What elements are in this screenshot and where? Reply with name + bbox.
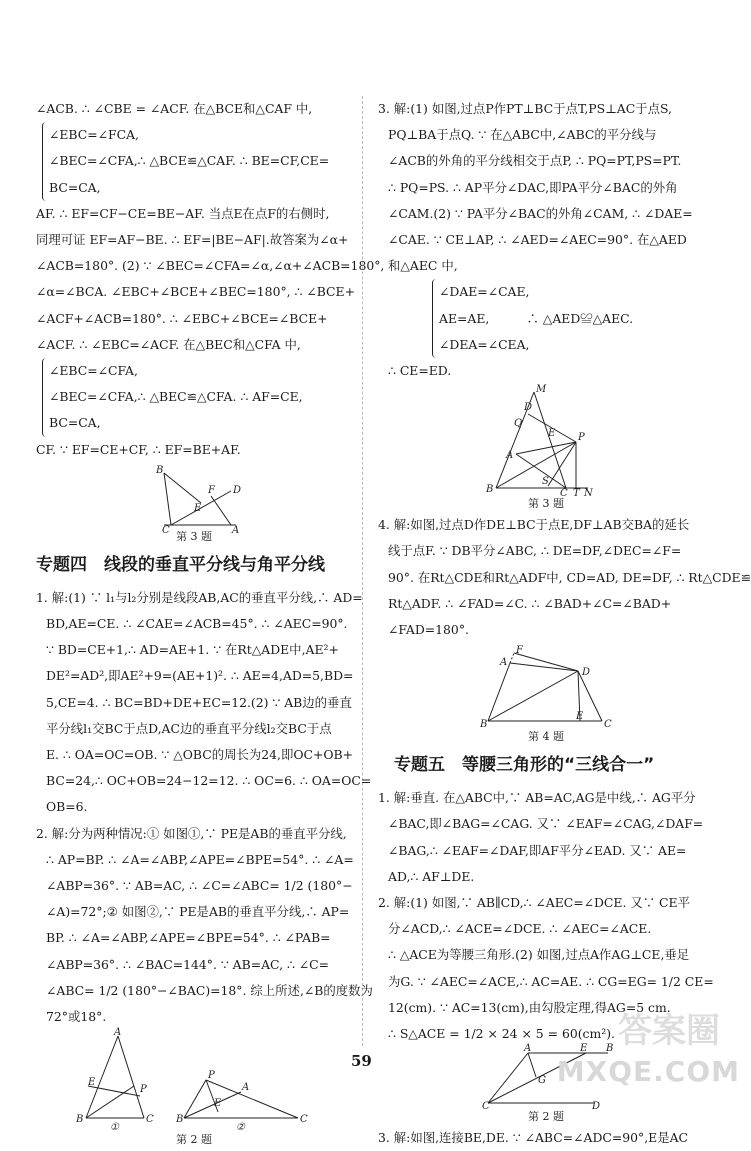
svg-text:C: C [300, 1114, 308, 1126]
section-title-5: 专题五 等腰三角形的“三线合一” [394, 755, 655, 776]
figure-label: ① [110, 1122, 119, 1134]
svg-text:D: D [592, 1101, 601, 1113]
svg-text:P: P [578, 432, 585, 444]
svg-text:P: P [208, 1070, 215, 1082]
svg-text:C: C [560, 488, 568, 500]
svg-text:E: E [88, 1077, 96, 1089]
text-line: ∠ACB. ∴ ∠CBE = ∠ACF. 在△BCE和△CAF 中, [36, 101, 313, 116]
figure-3-left [36, 463, 352, 535]
svg-text:A: A [242, 1082, 250, 1094]
svg-text:A: A [506, 450, 514, 462]
svg-text:B: B [76, 1114, 84, 1126]
svg-text:A: A [500, 657, 508, 669]
left-column: ∠ACB. ∴ ∠CBE = ∠ACF. 在△BCE和△CAF 中, ∠EBC=∠FCA, ∠BEC=∠CFA,∴ △BCE≌△CAF. ∴ BE=CF,CE= BC=CA, AF. ∴ EF=CF−CE=BE−AF. 当点E在点F的右侧时, 同理可证 EF=AF−BE. ∴ EF=|BE−AF|.故答案为∠α+ ∠ACB=180°. (2) ∵ ∠BEC=∠CFA=∠α,∠α+∠ACB=180°, ∠α=∠BCA. ∠EBC+∠BCE+∠BEC=180°, ∴ ∠BCE+ ∠ACF+∠ACB=180°. ∴ ∠EBC+∠BCE=∠BCE+ ∠ACF. ∴ ∠EBC=∠ACF. 在△BEC和△CFA 中, ∠EBC=∠CFA, ∠BEC=∠CFA,∴ △BEC≌△CFA. ∴ AF=CE, BC=CA, CF. ∵ EF=CE+CF, ∴ EF=BE+AF. B C A E F D 第 3 题 专题四 线段的垂直平分线与角平分线 1. 解:(1) ∵ l₁与l₂分别是线段AB,AC的垂直平分线,∴ AD= BD,AE=CE. ∴ ∠CAE=∠ACB=45°. ∴ ∠AEC=90°. ∵ BD=CE+1,∴ AD=AE+1. ∵ 在Rt△ADE中,AE²+ DE²=AD²,即AE²+9=(AE+1)². ∴ AE=4,AD=5,BD= 5,CE=4. ∴ BC=BD+DE+EC=12.(2) ∵ AB边的垂直 平分线l₁交BC于点D,AC边的垂直平分线l₂交BC于点 E. ∴ OA=OC=OB. ∵ △OBC的周长为24,即OC+OB+ BC=24,∴ OC+OB=24−12=12. ∴ OC=6. ∴ OA=OC= OB=6. 2. 解:分为两种情况:① 如图①,∵ PE是AB的垂直平分线, ∴ AP=BP. ∴ ∠A=∠ABP,∠APE=∠BPE=54°. ∴ ∠A= ∠ABP=36°. ∵ AB=AC, ∴ ∠C=∠ABC= 1/2 (180°− ∠A)=72°;② 如图②,∵ PE是AB的垂直平分线,∴ AP= BP. ∴ ∠A=∠ABP,∠APE=∠BPE=54°. ∴ ∠PAB= ∠ABP=36°. ∴ ∠BAC=144°. ∵ AB=AC, ∴ ∠C= ∠ABC= 1/2 (180°−∠BAC)=18°. 综上所述,∠B的度数为 72°或18°. A B C E P ① P A B C E ② 第 2 题 [36, 96, 352, 1148]
svg-text:B: B [486, 484, 494, 496]
svg-text:E: E [580, 1043, 588, 1055]
svg-text:A: A [232, 524, 240, 536]
svg-text:A: A [524, 1043, 532, 1055]
watermark-logo: 答案圈 [618, 1011, 720, 1051]
svg-text:P: P [140, 1084, 147, 1096]
page-number: 59 [351, 1052, 372, 1070]
svg-text:A: A [114, 1027, 122, 1039]
figure-label: ② [236, 1122, 245, 1134]
svg-text:C: C [482, 1101, 490, 1113]
svg-text:D: D [233, 484, 242, 496]
figure-caption: 第 2 题 [528, 1110, 564, 1124]
svg-text:B: B [156, 464, 164, 476]
svg-text:E: E [194, 502, 202, 514]
svg-text:E: E [576, 711, 584, 723]
svg-text:C: C [146, 1114, 154, 1126]
svg-text:D: D [582, 667, 591, 679]
svg-text:G: G [538, 1075, 546, 1087]
svg-text:E: E [214, 1098, 222, 1110]
figure-caption: 第 2 题 [176, 1133, 212, 1147]
svg-text:D: D [524, 402, 533, 414]
svg-text:B: B [480, 719, 488, 731]
condition-brace: ∠DAE=∠CAE, AE=AE, ∴ △AED≌△AEC. ∠DEA=∠CEA, [432, 279, 714, 358]
column-divider [362, 96, 363, 1046]
condition-brace: ∠EBC=∠CFA, ∠BEC=∠CFA,∴ △BEC≌△CFA. ∴ AF=CE, BC=CA, [42, 358, 352, 437]
figure-caption: 第 3 题 [176, 529, 212, 543]
svg-text:E: E [548, 428, 556, 440]
svg-text:Q: Q [514, 418, 523, 430]
section-title-4: 专题四 线段的垂直平分线与角平分线 [36, 554, 325, 575]
svg-text:F: F [208, 484, 215, 496]
figure-caption: 第 3 题 [528, 497, 564, 511]
figure-2-left [36, 1027, 352, 1134]
figure-4 [378, 643, 714, 729]
svg-text:T: T [573, 488, 580, 500]
figure-caption: 第 4 题 [528, 730, 564, 744]
watermark-url: MXQE.COM [556, 1055, 740, 1088]
svg-text:B: B [606, 1043, 614, 1055]
svg-text:C: C [604, 719, 612, 731]
svg-text:C: C [162, 524, 170, 536]
svg-text:M: M [536, 384, 547, 396]
svg-text:N: N [584, 488, 593, 500]
svg-text:B: B [176, 1114, 184, 1126]
svg-text:F: F [516, 645, 523, 657]
right-column: 3. 解:(1) 如图,过点P作PT⊥BC于点T,PS⊥AC于点S, PQ⊥BA于点Q. ∵ 在△ABC中,∠ABC的平分线与 ∠ACB的外角的平分线相交于点P, ∴ PQ=PT,PS=PT. ∴ PQ=PS. ∴ AP平分∠DAC,即PA平分∠BAC的外角 ∠CAM.(2) ∵ PA平分∠BAC的外角∠CAM, ∴ ∠DAE= ∠CAE. ∵ CE⊥AP, ∴ ∠AED=∠AEC=90°. 在△AED 和△AEC 中, ∠DAE=∠CAE, AE=AE, ∴ △AED≌△AEC. ∠DEA=∠CEA, ∴ CE=ED. M D Q E P A B S C T N 第 3 题 4. 解:如图,过点D作DE⊥BC于点E,DF⊥AB交BA的延长 线于点F. ∵ DB平分∠ABC, ∴ DE=DF,∠DEC=∠F= 90°. 在Rt△CDE和Rt△ADF中, CD=AD, DE=DF, ∴ Rt△CDE≌ Rt△ADF. ∴ ∠FAD=∠C. ∴ ∠BAD+∠C=∠BAD+ ∠FAD=180°. F A D B E C 第 4 题 专题五 等腰三角形的“三线合一” 1. 解:垂直. 在△ABC中,∵ AB=AC,AG是中线,∴ AG平分 ∠BAC,即∠BAG=∠CAG. 又∵ ∠EAF=∠CAG,∠DAF= ∠BAG,∴ ∠EAF=∠DAF,即AF平分∠EAD. 又∵ AE= AD,∴ AF⊥DE. 2. 解:(1) 如图,∵ AB∥CD,∴ ∠AEC=∠DCE. 又∵ CE平 分∠ACD,∴ ∠ACE=∠DCE. ∴ ∠AEC=∠ACE. ∴ △ACE为等腰三角形.(2) 如图,过点A作AG⊥CE,垂足 为G. ∵ ∠AEC=∠ACE,∴ AC=AE. ∴ CG=EG= 1/2 CE= 12(cm). ∵ AC=13(cm),由勾股定理,得AG=5 cm. ∴ S△ACE = 1/2 × 24 × 5 = 60(cm²). A E B G C D 第 2 题 3. 解:如图,连接BE,DE. ∵ ∠ABC=∠ADC=90°,E是AC [378, 101, 751, 1146]
figure-3-right [378, 384, 714, 500]
svg-text:S: S [542, 476, 549, 488]
condition-brace: ∠EBC=∠FCA, ∠BEC=∠CFA,∴ △BCE≌△CAF. ∴ BE=CF,CE= BC=CA, [42, 122, 352, 201]
